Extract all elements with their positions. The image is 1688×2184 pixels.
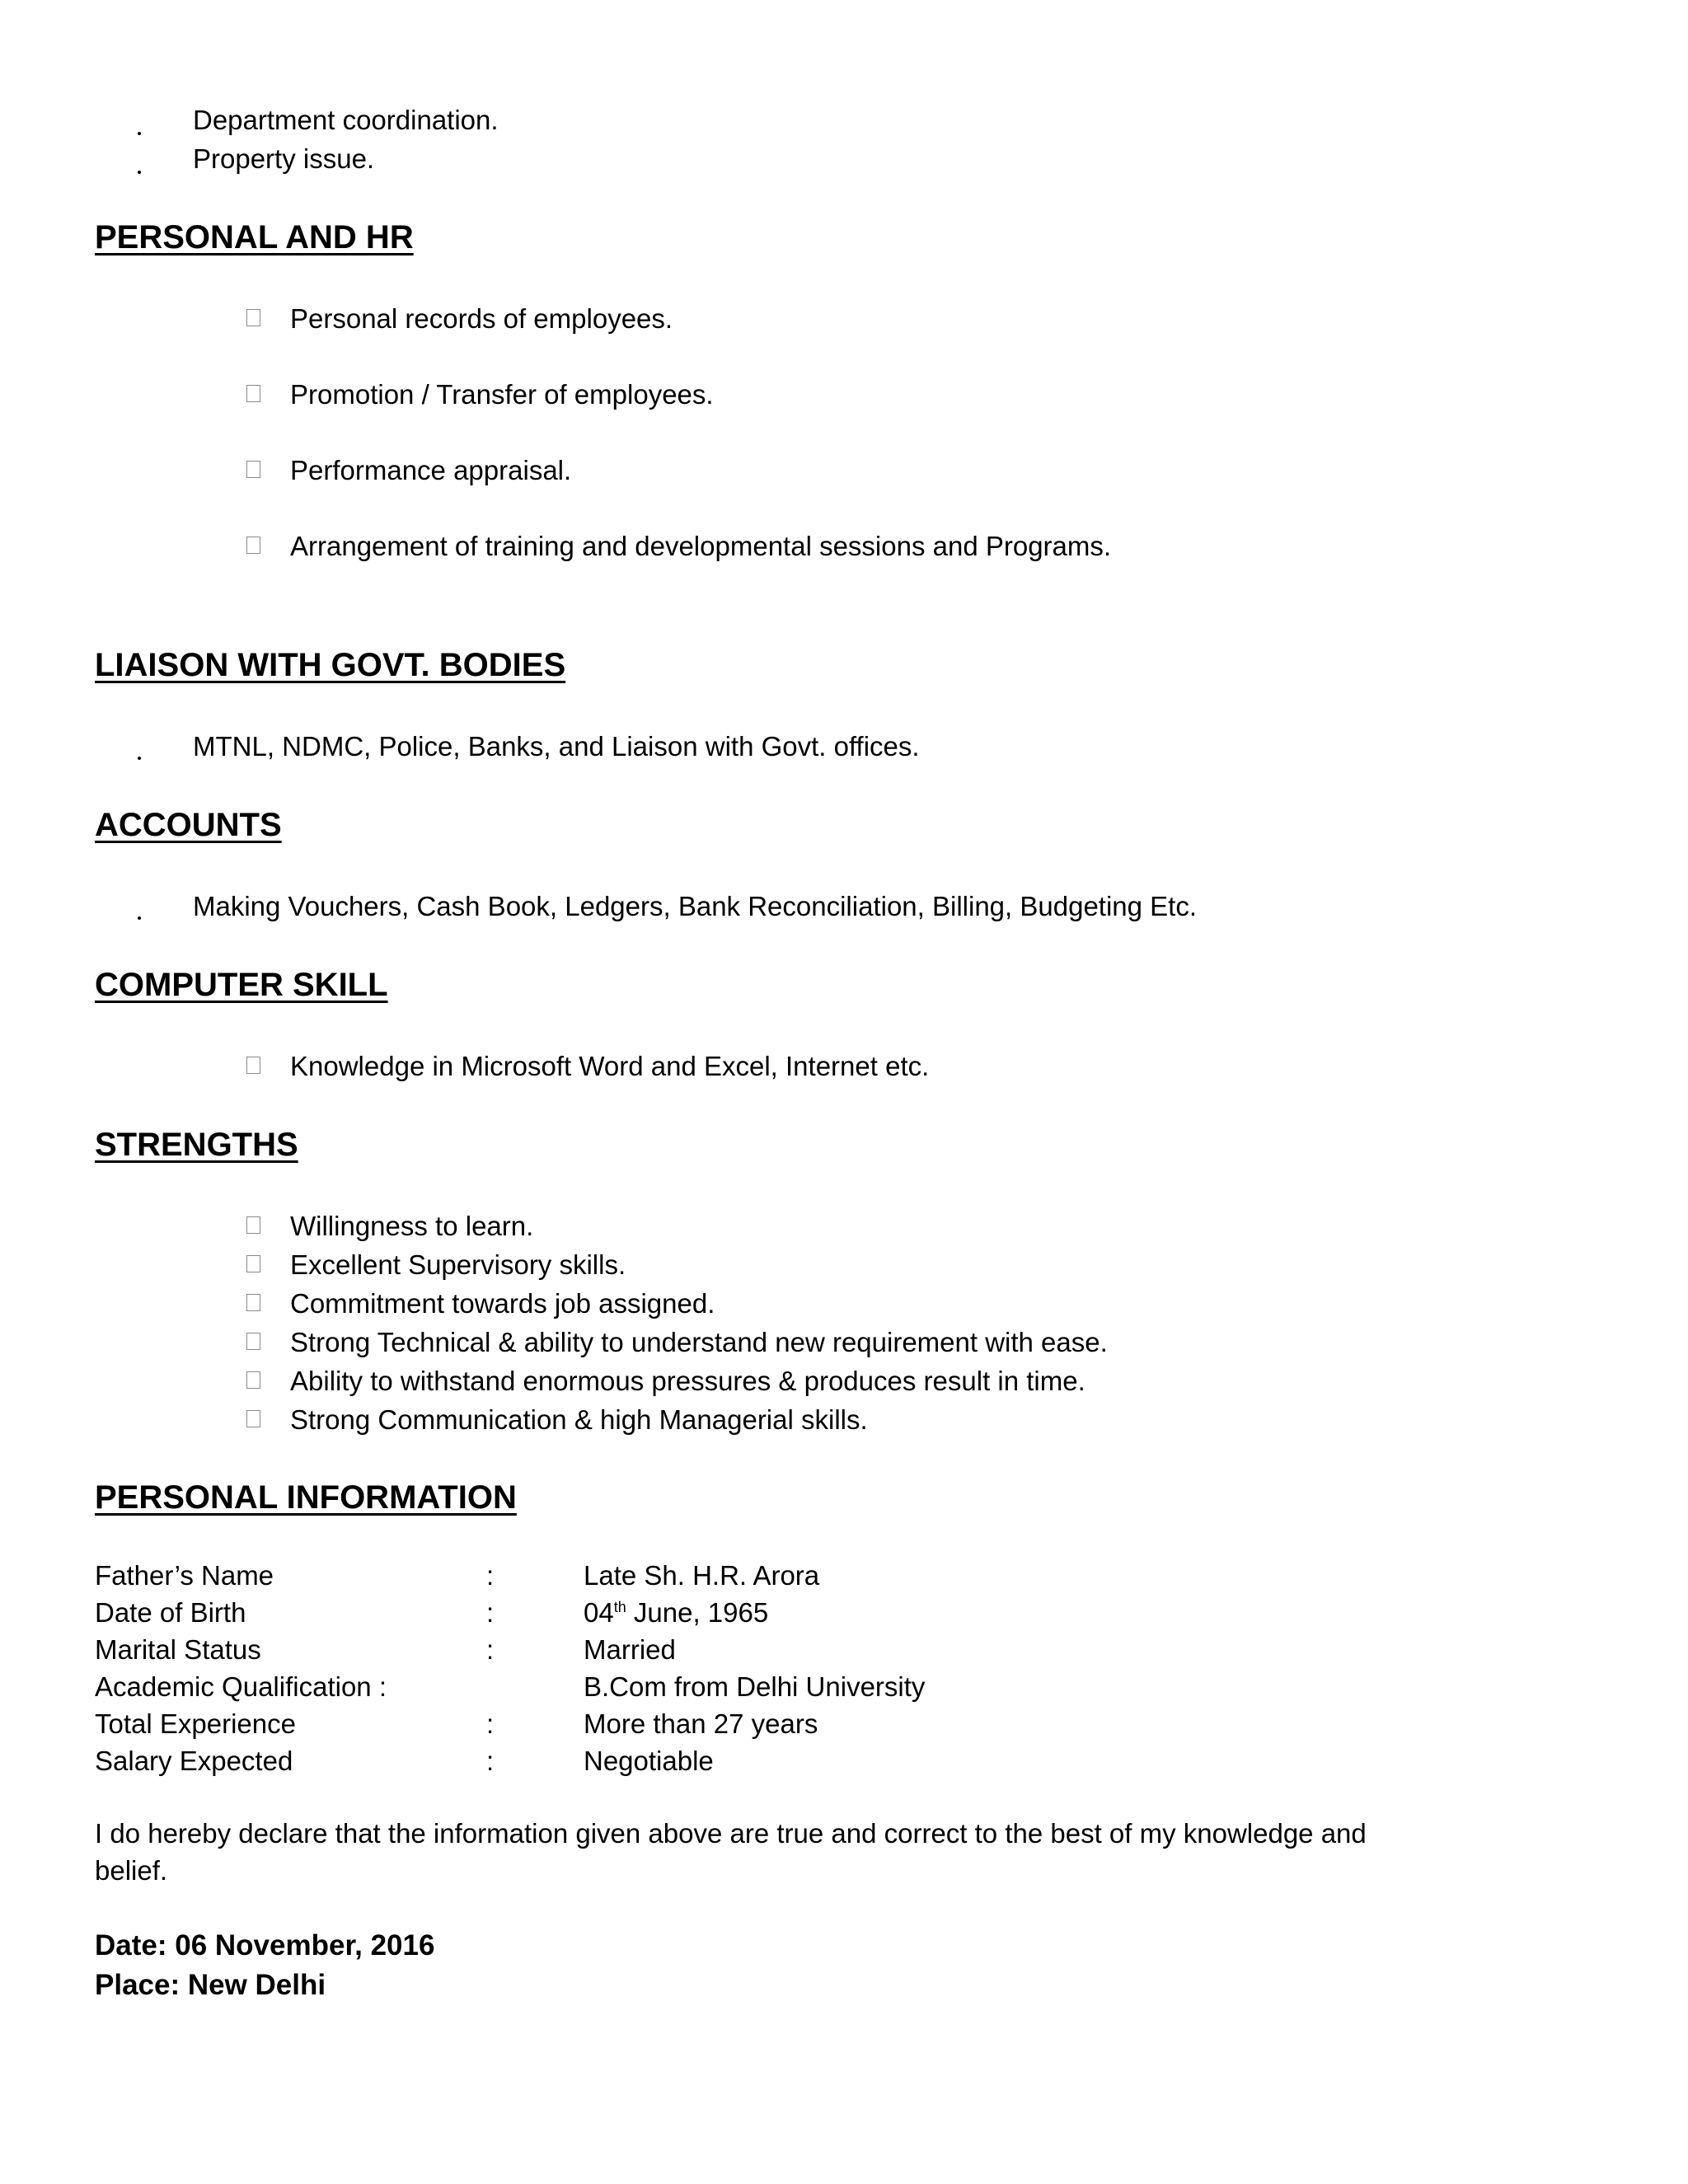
section-heading-personal-information: PERSONAL INFORMATION xyxy=(95,1479,517,1516)
bullet-dot xyxy=(138,916,141,920)
info-colon: : xyxy=(486,1560,495,1591)
checkbox-bullet-icon xyxy=(246,1333,260,1350)
info-colon: : xyxy=(486,1597,495,1628)
bullet-dot xyxy=(138,132,141,135)
declaration-text: I do hereby declare that the information given above are true and correct to the best of my knowledge and xyxy=(95,1818,1367,1849)
checkbox-bullet-icon xyxy=(246,1410,260,1427)
checkbox-bullet-icon xyxy=(246,1255,260,1272)
info-label: Father’s Name xyxy=(95,1560,274,1591)
info-value: More than 27 years xyxy=(584,1708,818,1739)
declaration-text: belief. xyxy=(95,1855,168,1886)
checkbox-bullet-icon xyxy=(246,1216,260,1234)
list-item: Promotion / Transfer of employees. xyxy=(290,379,714,410)
info-colon: : xyxy=(486,1746,495,1776)
top-bullet-text: Department coordination. xyxy=(193,105,499,135)
checkbox-bullet-icon xyxy=(246,1057,260,1074)
section-heading-liaison: LIAISON WITH GOVT. BODIES xyxy=(95,647,566,683)
signature-date: Date: 06 November, 2016 xyxy=(95,1929,435,1961)
list-item: Commitment towards job assigned. xyxy=(290,1288,715,1319)
bullet-dot xyxy=(138,171,141,174)
checkbox-bullet-icon xyxy=(246,385,260,402)
checkbox-bullet-icon xyxy=(246,537,260,554)
dob-rest: June, 1965 xyxy=(626,1597,769,1628)
signature-place: Place: New Delhi xyxy=(95,1969,326,2001)
info-value: Negotiable xyxy=(584,1746,714,1776)
list-item: Knowledge in Microsoft Word and Excel, Internet etc. xyxy=(290,1051,930,1081)
info-label: Marital Status xyxy=(95,1634,261,1665)
info-colon: : xyxy=(486,1708,495,1739)
list-item: Strong Communication & high Managerial skills. xyxy=(290,1404,868,1435)
info-label: Total Experience xyxy=(95,1708,296,1739)
dob-suffix: th xyxy=(613,1599,626,1615)
checkbox-bullet-icon xyxy=(246,1371,260,1389)
info-value: B.Com from Delhi University xyxy=(584,1671,926,1702)
list-item: Arrangement of training and developmental sessions and Programs. xyxy=(290,531,1112,561)
info-value: Married xyxy=(584,1634,676,1665)
list-item: Willingness to learn. xyxy=(290,1211,534,1241)
list-item: Making Vouchers, Cash Book, Ledgers, Bank Reconciliation, Billing, Budgeting Etc. xyxy=(193,891,1198,921)
list-item: Strong Technical & ability to understand new requirement with ease. xyxy=(290,1327,1108,1357)
top-bullet-text: Property issue. xyxy=(193,143,375,174)
info-label: Salary Expected xyxy=(95,1746,293,1776)
checkbox-bullet-icon xyxy=(246,309,260,326)
section-heading-strengths: STRENGTHS xyxy=(95,1127,298,1163)
list-item: Personal records of employees. xyxy=(290,303,673,334)
list-item: Ability to withstand enormous pressures & produces result in time. xyxy=(290,1366,1085,1396)
dob-day: 04 xyxy=(584,1597,614,1628)
section-heading-accounts: ACCOUNTS xyxy=(95,807,282,843)
list-item: MTNL, NDMC, Police, Banks, and Liaison with Govt. offices. xyxy=(193,731,920,762)
info-label: Date of Birth xyxy=(95,1597,246,1628)
checkbox-bullet-icon xyxy=(246,461,260,478)
checkbox-bullet-icon xyxy=(246,1294,260,1311)
list-item: Performance appraisal. xyxy=(290,455,572,485)
info-label: Academic Qualification : xyxy=(95,1671,387,1702)
list-item: Excellent Supervisory skills. xyxy=(290,1249,626,1280)
info-colon: : xyxy=(486,1634,495,1665)
info-value-dob xyxy=(584,1599,768,1626)
section-heading-personal-hr: PERSONAL AND HR xyxy=(95,219,414,255)
info-value: Late Sh. H.R. Arora xyxy=(584,1560,820,1591)
section-heading-computer-skill: COMPUTER SKILL xyxy=(95,967,388,1003)
bullet-dot xyxy=(138,757,141,760)
